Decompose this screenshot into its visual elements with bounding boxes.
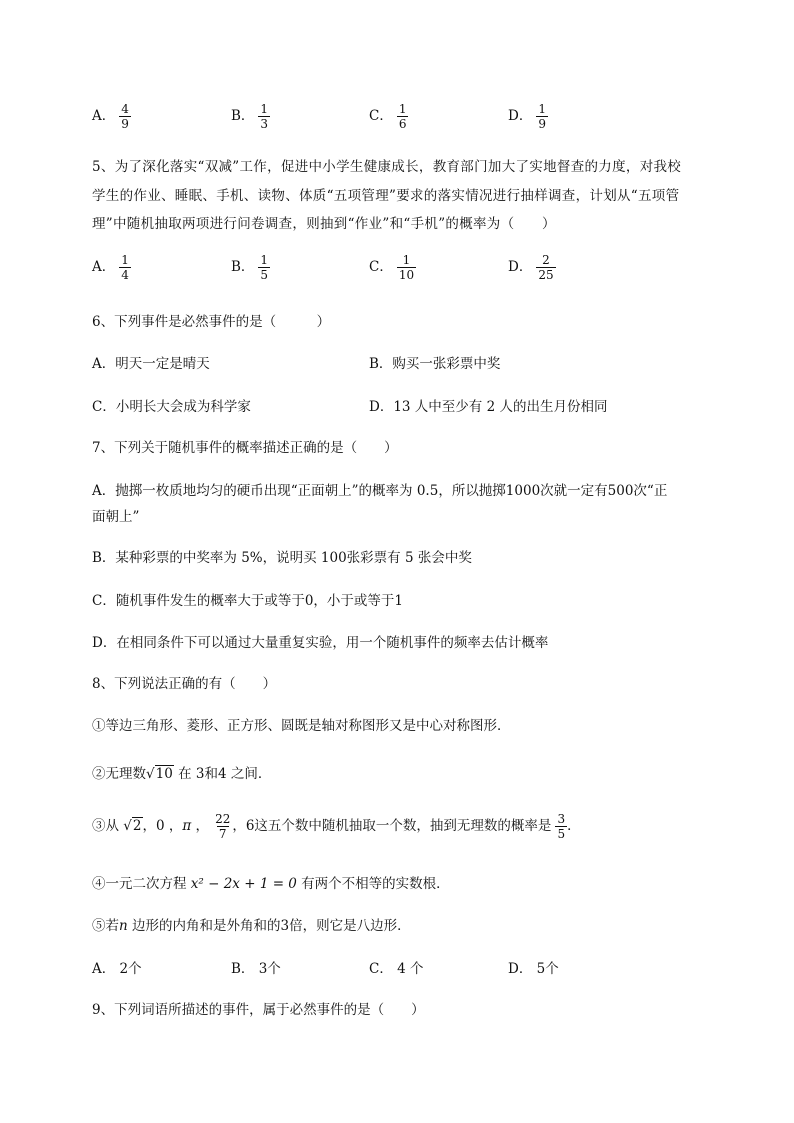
- fraction: $\frac{2}{25}$: [538, 253, 554, 282]
- q8-statement-4: ④一元二次方程 x² − 2x + 1 = 0 有两个不相等的实数根．: [92, 876, 450, 892]
- square-root: √10: [146, 766, 173, 782]
- q8-statement-5: ⑤若n 边形的内角和是外角和的3倍，则它是八边形．: [92, 918, 411, 934]
- q4-option-b: B． $\frac{1}{3}$: [231, 102, 269, 131]
- q8-statement-3: ③从 √2，0 ，π ， $\frac{22}{7}$ ，6这五个数中随机抽取一个数，抽到无理数的概率是 $\frac{3}{5}$ ．: [92, 812, 581, 841]
- fraction: $\frac{1}{10}$: [398, 253, 415, 282]
- q6-option-d: D．13 人中至少有 2 人的出生月份相同: [369, 399, 608, 415]
- fraction: $\frac{1}{9}$: [538, 102, 546, 131]
- q5-option-c: C． $\frac{1}{10}$: [369, 253, 415, 282]
- q7-option-c: C．随机事件发生的概率大于或等于0，小于或等于1: [92, 593, 404, 609]
- q6-option-b: B．购买一张彩票中奖: [369, 356, 501, 372]
- q8-stem: 8、下列说法正确的有（ ）: [92, 676, 277, 692]
- q7-option-d: D．在相同条件下可以通过大量重复实验，用一个随机事件的频率去估计概率: [92, 635, 549, 651]
- q7-stem: 7、下列关于随机事件的概率描述正确的是（ ）: [92, 440, 398, 456]
- fraction: $\frac{4}{9}$: [121, 102, 129, 131]
- q5-option-d: D． $\frac{2}{25}$: [508, 253, 554, 282]
- q8-option-d: D． 5个: [508, 961, 559, 977]
- square-root: √2: [123, 818, 142, 834]
- fraction: $\frac{22}{7}$: [215, 812, 231, 841]
- q4-option-d: D． $\frac{1}{9}$: [508, 102, 546, 131]
- q6-option-a: A．明天一定是晴天: [92, 356, 210, 372]
- q8-option-a: A． 2个: [92, 961, 142, 977]
- q6-stem: 6、下列事件是必然事件的是（ ）: [92, 314, 331, 330]
- fraction: $\frac{3}{5}$: [557, 812, 566, 841]
- q5-stem-line3: 理”中随机抽取两项进行问卷调查，则抽到“作业”和“手机”的概率为（ ）: [92, 216, 556, 232]
- q5-option-b: B． $\frac{1}{5}$: [231, 253, 269, 282]
- q5-stem-line1: 5、为了深化落实“双减”工作，促进中小学生健康成长，教育部门加大了实地督查的力度，对我校: [92, 159, 682, 175]
- fraction: $\frac{1}{4}$: [121, 253, 129, 282]
- q8-option-c: C． 4 个: [369, 961, 424, 977]
- fraction: $\frac{1}{5}$: [260, 253, 269, 282]
- fraction: $\frac{1}{3}$: [260, 102, 269, 131]
- q4-option-c: C． $\frac{1}{6}$: [369, 102, 407, 131]
- q7-option-a-line1: A．抛掷一枚质地均匀的硬币出现“正面朝上”的概率为 0.5，所以抛掷1000次就一定有500次“正: [92, 483, 668, 499]
- q8-option-b: B． 3个: [231, 961, 281, 977]
- q5-option-a: A． $\frac{1}{4}$: [92, 253, 129, 282]
- q6-option-c: C．小明长大会成为科学家: [92, 399, 251, 415]
- q5-stem-line2: 学生的作业、睡眠、手机、读物、体质“五项管理”要求的落实情况进行抽样调查，计划从“五项管: [92, 188, 680, 204]
- q7-option-a-line2: 面朝上”: [92, 509, 140, 525]
- q9-stem: 9、下列词语所描述的事件，属于必然事件的是（ ）: [92, 1002, 425, 1018]
- q8-statement-1: ①等边三角形、菱形、正方形、圆既是轴对称图形又是中心对称图形．: [92, 718, 511, 734]
- q8-statement-2: ②无理数√10 在 3和4 之间．: [92, 766, 272, 782]
- fraction: $\frac{1}{6}$: [398, 102, 407, 131]
- q4-option-a: A． $\frac{4}{9}$: [92, 102, 129, 131]
- q7-option-b: B．某种彩票的中奖率为 5%，说明买 100张彩票有 5 张会中奖: [92, 550, 472, 566]
